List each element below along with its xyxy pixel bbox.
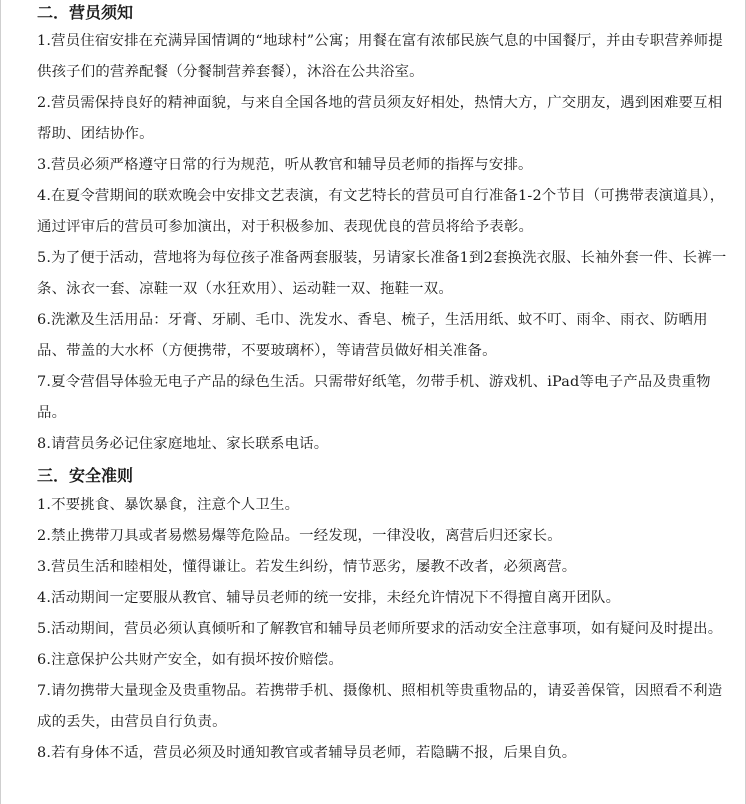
- notice-item-7: 7.夏令营倡导体验无电子产品的绿色生活。只需带好纸笔，勿带手机、游戏机、iPad等电子产品及贵重物品。: [37, 374, 711, 421]
- section-heading-camper-notice: 二．营员须知: [37, 3, 134, 22]
- notice-item-6: 6.洗漱及生活用品：牙膏、牙刷、毛巾、洗发水、香皂、梳子，生活用纸、蚊不叮、雨伞、雨衣、防晒用品、带盖的大水杯（方便携带，不要玻璃杯），等请营员做好相关准备。: [37, 312, 708, 359]
- camper-notice-list: [37, 26, 735, 460]
- notice-item-5: 5.为了便于活动，营地将为每位孩子准备两套服装，另请家长准备1到2套换洗衣服、长袖外套一件、长裤一条、泳衣一套、凉鞋一双（水狂欢用）、运动鞋一双、拖鞋一双。: [37, 250, 727, 297]
- safety-item-3: 3.营员生活和睦相处，懂得谦让。若发生纠纷，情节恶劣，屡教不改者，必须离营。: [37, 559, 577, 575]
- safety-item-8: 8.若有身体不适，营员必须及时通知教官或者辅导员老师，若隐瞒不报，后果自负。: [37, 745, 577, 761]
- notice-item-8: 8.请营员务必记住家庭地址、家长联系电话。: [37, 436, 329, 452]
- notice-item-1: 1.营员住宿安排在充满异国情调的“地球村”公寓；用餐在富有浓郁民族气息的中国餐厅，并由专职营养师提供孩子们的营养配餐（分餐制营养套餐），沐浴在公共浴室。: [37, 33, 723, 80]
- section-heading-safety-rules: 三．安全准则: [37, 466, 134, 485]
- safety-item-1: 1.不要挑食、暴饮暴食，注意个人卫生。: [37, 497, 300, 513]
- safety-item-2: 2.禁止携带刀具或者易燃易爆等危险品。一经发现，一律没收，离营后归还家长。: [37, 528, 562, 544]
- safety-item-7: 7.请勿携带大量现金及贵重物品。若携带手机、摄像机、照相机等贵重物品的，请妥善保管，因照看不利造成的丢失，由营员自行负责。: [37, 683, 723, 730]
- notice-item-4: 4.在夏令营期间的联欢晚会中安排文艺表演，有文艺特长的营员可自行准备1-2个节目（可携带表演道具），通过评审后的营员可参加演出，对于积极参加、表现优良的营员将给予表彰。: [37, 188, 725, 235]
- safety-item-4: 4.活动期间一定要服从教官、辅导员老师的统一安排，未经允许情况下不得擅自离开团队。: [37, 590, 621, 606]
- safety-item-5: 5.活动期间，营员必须认真倾听和了解教官和辅导员老师所要求的活动安全注意事项，如有疑问及时提出。: [37, 621, 723, 637]
- notice-item-2: 2.营员需保持良好的精神面貌，与来自全国各地的营员须友好相处，热情大方，广交朋友，遇到困难要互相帮助、团结协作。: [37, 95, 723, 142]
- safety-rules-list: [37, 490, 735, 769]
- notice-item-3: 3.营员必须严格遵守日常的行为规范，听从教官和辅导员老师的指挥与安排。: [37, 157, 533, 173]
- safety-item-6: 6.注意保护公共财产安全，如有损坏按价赔偿。: [37, 652, 343, 668]
